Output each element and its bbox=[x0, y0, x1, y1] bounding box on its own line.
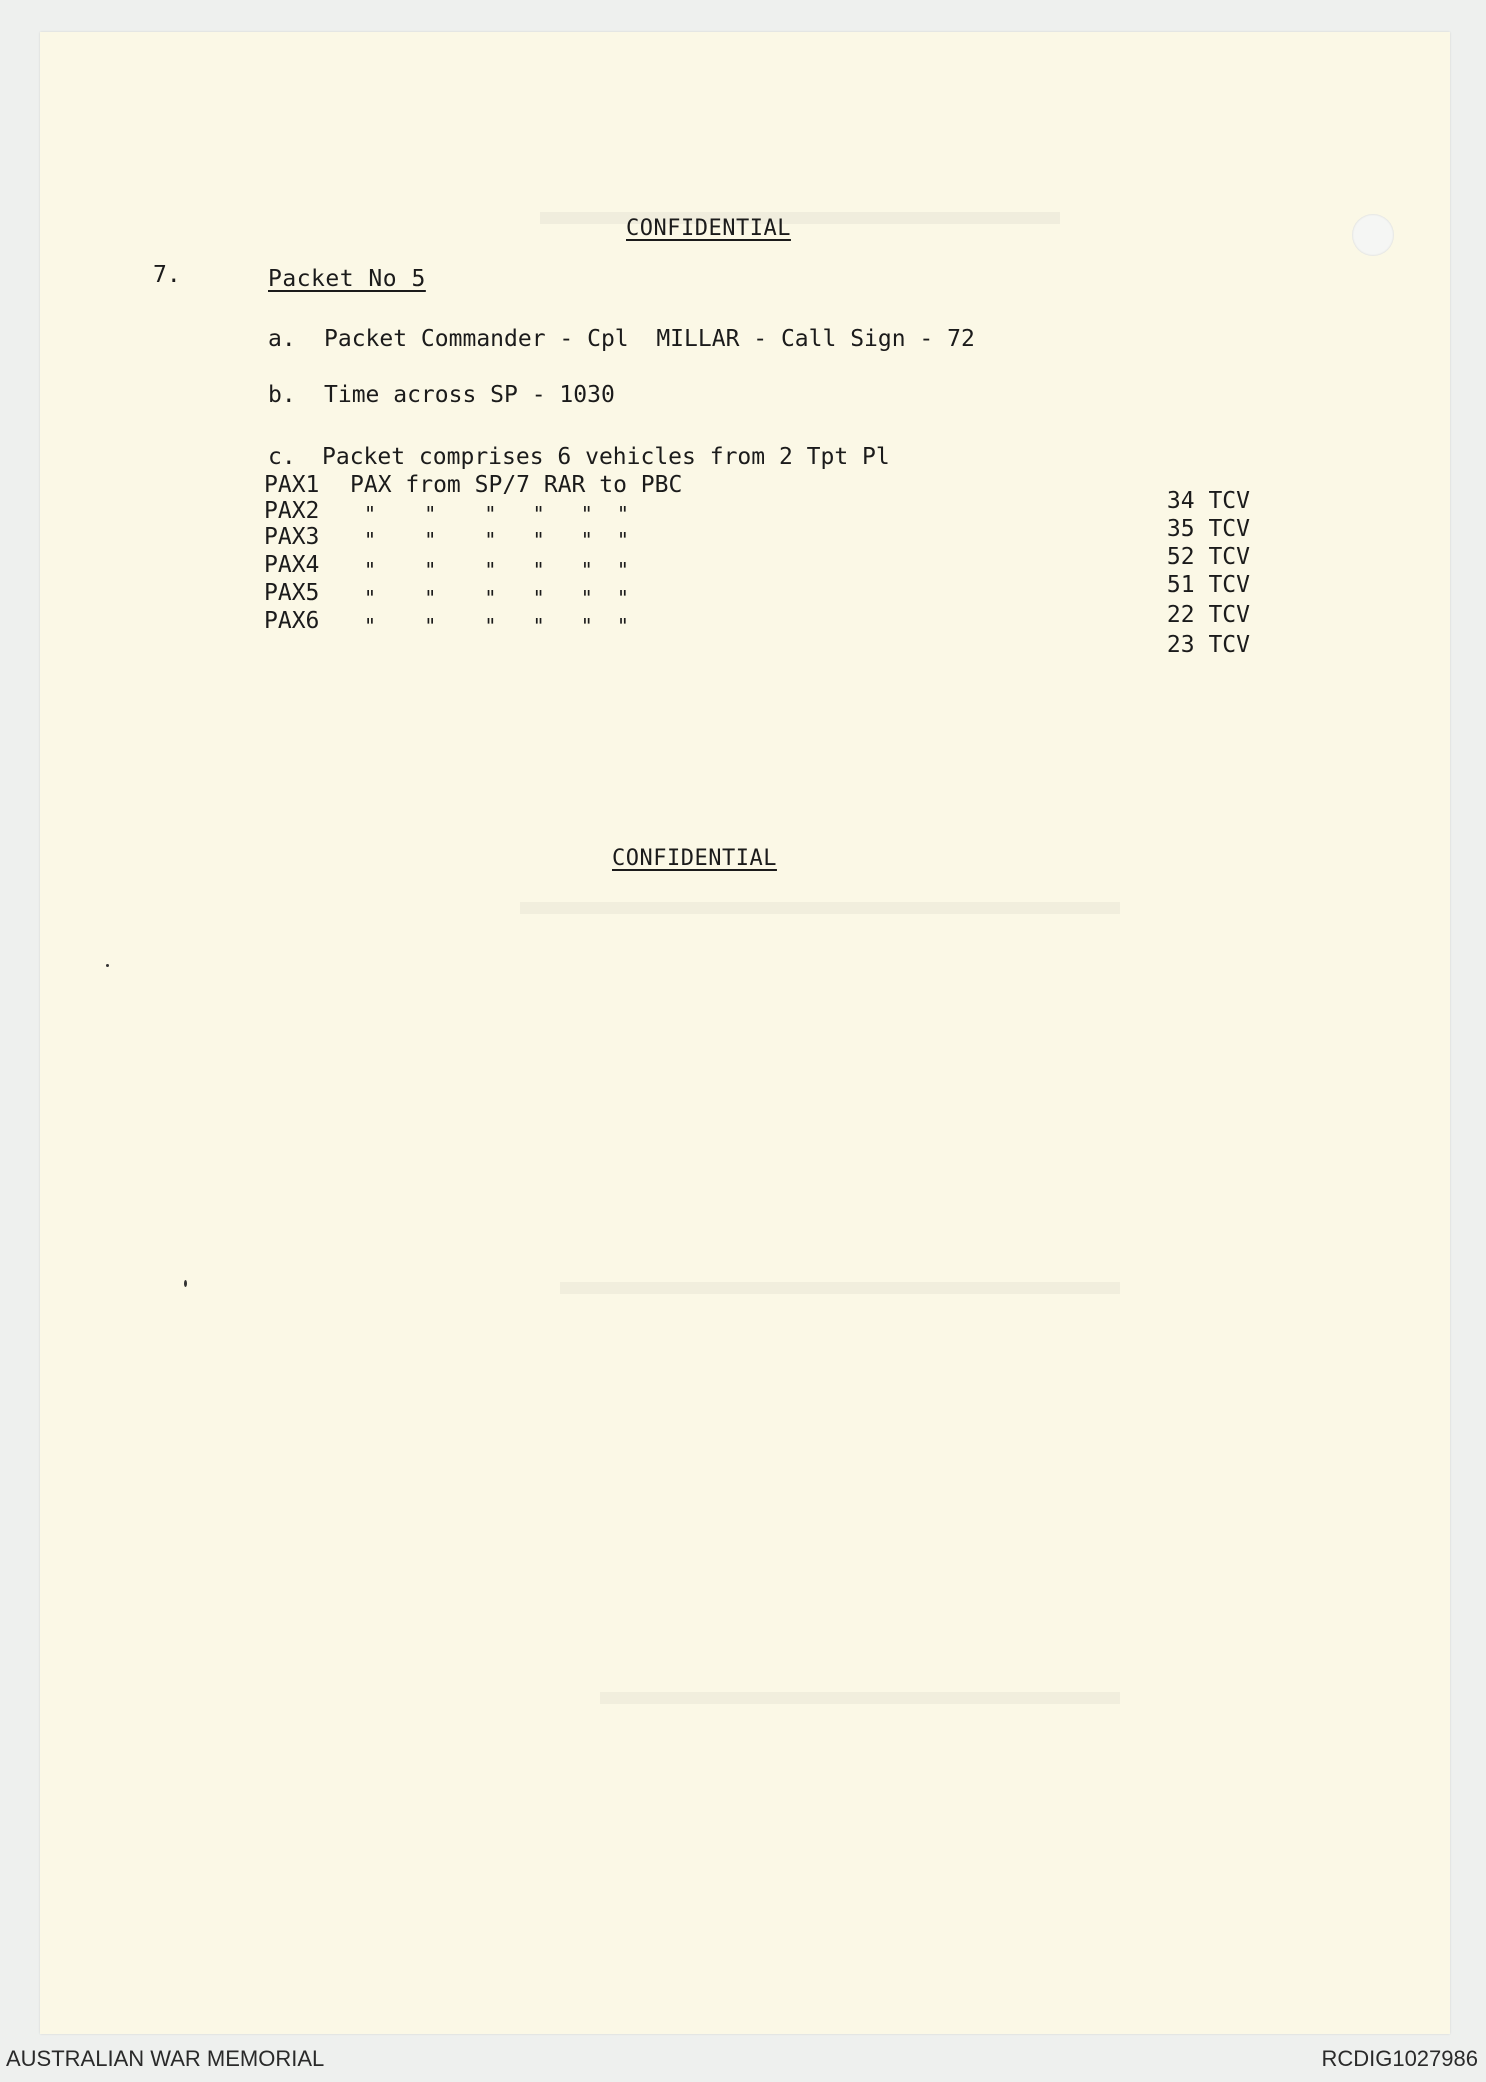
pax-detail: PAX from SP/7 RAR to PBC bbox=[350, 472, 683, 498]
vehicle-cell: 34 TCV bbox=[1166, 488, 1250, 514]
item-b-text: Time across SP - 1030 bbox=[324, 382, 615, 408]
item-a-marker: a. bbox=[268, 326, 296, 352]
ditto-marks: " " " " " " bbox=[364, 614, 629, 638]
vehicle-cell: 51 TCV bbox=[1166, 572, 1250, 598]
vehicle-cell: 22 TCV bbox=[1166, 602, 1250, 628]
bleed-through-shadow bbox=[520, 902, 1120, 914]
footer-left: AUSTRALIAN WAR MEMORIAL bbox=[6, 2046, 325, 2071]
vehicle-cell: 35 TCV bbox=[1166, 516, 1250, 542]
ditto-marks: " " " " " " bbox=[364, 502, 629, 526]
pax-label: PAX1 bbox=[264, 472, 320, 498]
vehicle-cell: 52 TCV bbox=[1166, 544, 1250, 570]
section-number: 7. bbox=[153, 262, 181, 288]
document-sheet bbox=[40, 32, 1450, 2034]
pax-label: PAX5 bbox=[264, 580, 320, 606]
ditto-marks: " " " " " " bbox=[364, 558, 629, 582]
confidential-heading-bottom: CONFIDENTIAL bbox=[612, 846, 777, 871]
bleed-through-shadow bbox=[560, 1282, 1120, 1294]
footer-right: RCDIG1027986 bbox=[1321, 2046, 1478, 2071]
pax-label: PAX6 bbox=[264, 608, 320, 634]
confidential-heading-top: CONFIDENTIAL bbox=[626, 216, 791, 241]
pax-label: PAX2 bbox=[264, 498, 320, 524]
vehicle-cell: 23 TCV bbox=[1166, 632, 1250, 658]
pax-label: PAX3 bbox=[264, 524, 320, 550]
punch-hole bbox=[1352, 214, 1394, 256]
item-c-text: Packet comprises 6 vehicles from 2 Tpt Pl bbox=[322, 444, 890, 470]
pax-label: PAX4 bbox=[264, 552, 320, 578]
bleed-through-shadow bbox=[600, 1692, 1120, 1704]
item-a-text: Packet Commander - Cpl MILLAR - Call Sign - 72 bbox=[324, 326, 975, 352]
packet-title: Packet No 5 bbox=[268, 266, 426, 292]
item-b-marker: b. bbox=[268, 382, 296, 408]
ditto-marks: " " " " " " bbox=[364, 586, 629, 610]
paper-speck bbox=[184, 1280, 187, 1287]
item-c-marker: c. bbox=[268, 444, 296, 470]
paper-speck bbox=[106, 964, 109, 967]
bleed-through-shadow bbox=[540, 212, 1060, 224]
ditto-marks: " " " " " " bbox=[364, 528, 629, 552]
